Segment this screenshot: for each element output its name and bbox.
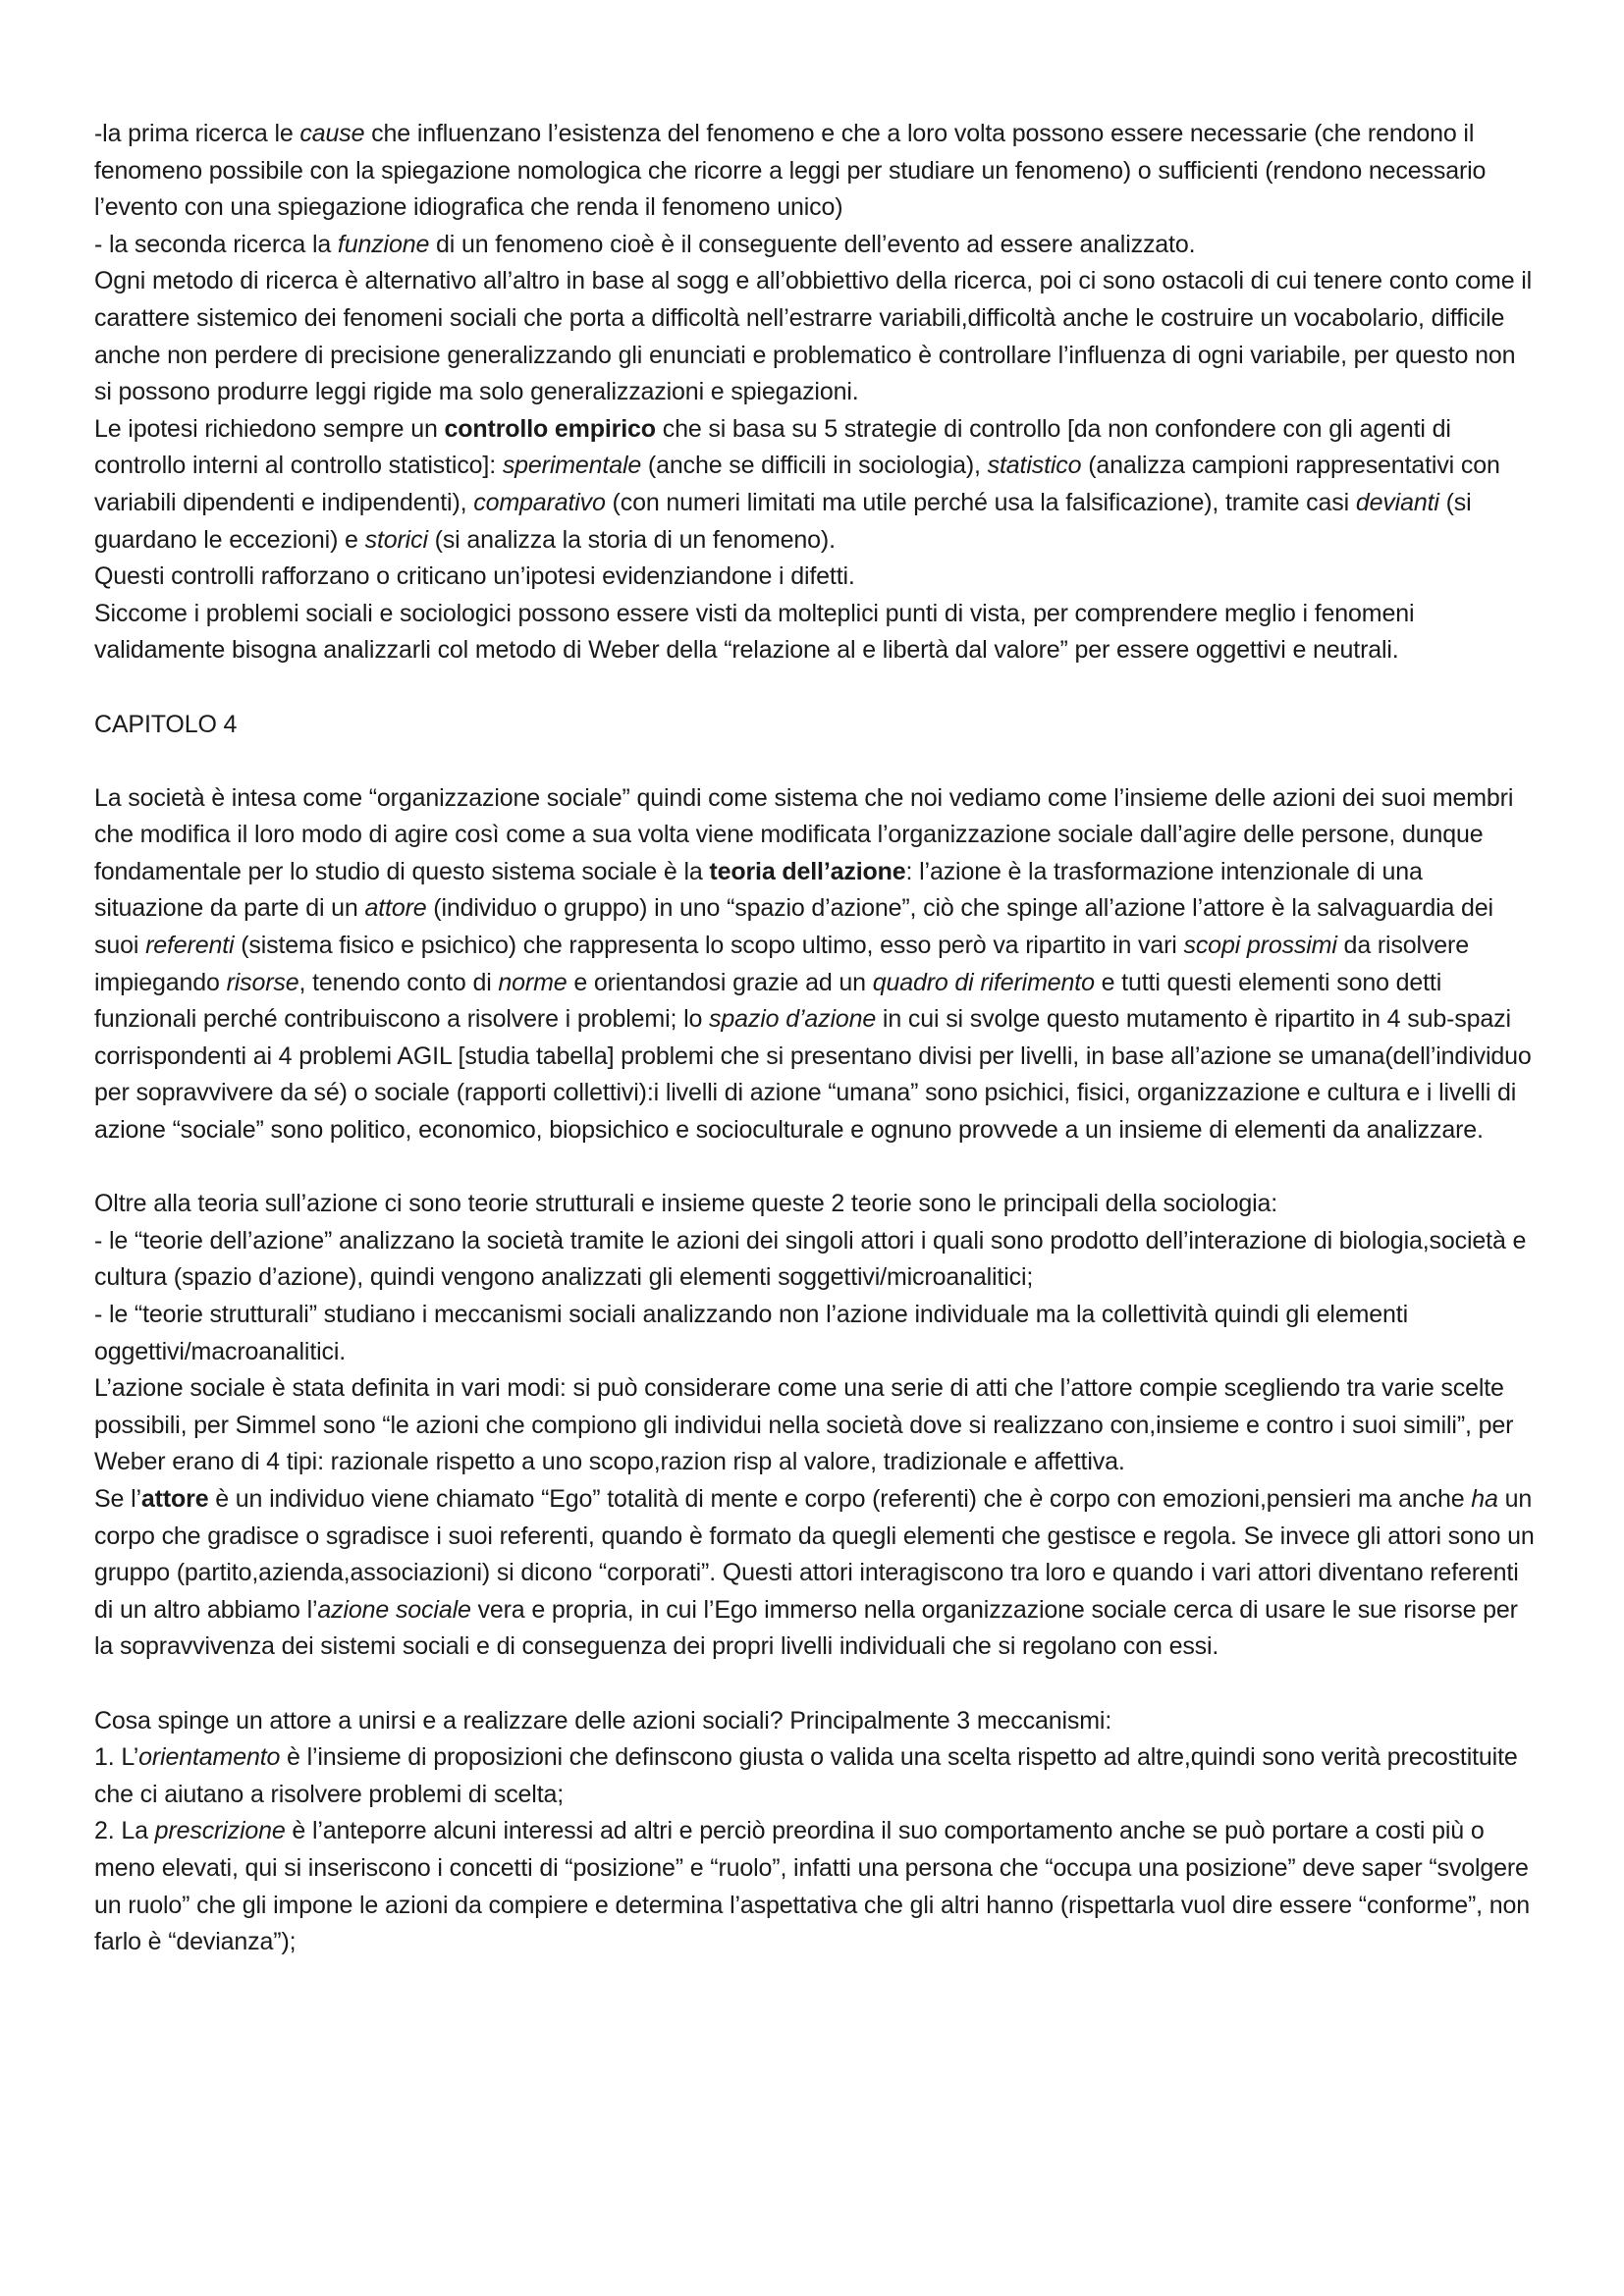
paragraph-teorie-azione: - le “teorie dell’azione” analizzano la società tramite le azioni dei singoli attori i quali sono prodotto dell’interazione di biologia,società e cultura (spazio d’azione), quindi vengono analizzati gli elementi soggettivi/microanalitici; bbox=[94, 1226, 1527, 1292]
document-page bbox=[94, 116, 1538, 1961]
paragraph-cosa-spinge: Cosa spinge un attore a unirsi e a realizzare delle azioni sociali? Principalmente 3 meccanismi: bbox=[94, 1706, 1112, 1735]
paragraph-metodo: Ogni metodo di ricerca è alternativo all’altro in base al sogg e all’obbiettivo della ricerca, poi ci sono ostacoli di cui tenere conto come il carattere sistemico dei fenomeni sociali che porta a difficoltà nell’estrarre variabili,difficoltà anche le costruire un vocabolario, difficile anche non perdere di precisione generalizzando gli enunciati e problematico è controllare l’influenza di ogni variabile, per questo non si possono produrre leggi rigide ma solo generalizzazioni e spiegazioni. bbox=[94, 267, 1533, 406]
paragraph-societa: La società è intesa come “organizzazione sociale” quindi come sistema che noi vediamo come l’insieme delle azioni dei suoi membri che modifica il loro modo di agire così come a sua volta viene modificata l’organizzazione sociale dall’agire delle persone, dunque fondamentale per lo studio di questo sistema sociale è la teoria dell’azione: l’azione è la trasformazione intenzionale di una situazione da parte di un attore (individuo o gruppo) in uno “spazio d’azione”, ciò che spinge all’azione l’attore è la salvaguardia dei suoi referenti (sistema fisico e psichico) che rappresenta lo scopo ultimo, esso però va ripartito in vari scopi prossimi da risolvere impiegando risorse, tenendo conto di norme e orientandosi grazie ad un quadro di riferimento e tutti questi elementi sono detti funzionali perché contribuiscono a risolvere i problemi; lo spazio d’azione in cui si svolge questo mutamento è ripartito in 4 sub-spazi corrispondenti ai 4 problemi AGIL [studia tabella] problemi che si presentano divisi per livelli, in base all’azione se umana(dell’individuo per sopravvivere da sé) o sociale (rapporti collettivi):i livelli di azione “umana” sono psichici, fisici, organizzazione e cultura e i livelli di azione “sociale” sono politico, economico, biopsichico e socioculturale e ognuno provvede a un insieme di elementi da analizzare. bbox=[94, 783, 1532, 1145]
spacer bbox=[94, 1666, 1538, 1703]
list-item-orientamento: 1. L’orientamento è l’insieme di proposizioni che definscono giusta o valida una scelta rispetto ad altre,quindi sono verità precostituite che ci aiutano a risolvere problemi di scelta; bbox=[94, 1743, 1518, 1808]
paragraph-funzione: - la seconda ricerca la funzione di un fenomeno cioè è il conseguente dell’evento ad essere analizzato. bbox=[94, 230, 1196, 258]
spacer bbox=[94, 1149, 1538, 1187]
paragraph-teorie-strutturali: - le “teorie strutturali” studiano i meccanismi sociali analizzando non l’azione individuale ma la collettività quindi gli elementi oggettivi/macroanalitici. bbox=[94, 1301, 1408, 1365]
paragraph-oltre: Oltre alla teoria sull’azione ci sono teorie strutturali e insieme queste 2 teorie sono le principali della sociologia: bbox=[94, 1190, 1278, 1218]
paragraph-cause: -la prima ricerca le cause che influenzano l’esistenza del fenomeno e che a loro volta possono essere necessarie (che rendono il fenomeno possibile con la spiegazione nomologica che ricorre a leggi per studiare un fenomeno) o sufficienti (rendono necessario l’evento con una spiegazione idiografica che renda il fenomeno unico) bbox=[94, 120, 1487, 222]
spacer bbox=[94, 743, 1538, 780]
paragraph-weber: Siccome i problemi sociali e sociologici possono essere visti da molteplici punti di vista, per comprendere meglio i fenomeni validamente bisogna analizzarli col metodo di Weber della “relazione al e libertà dal valore” per essere oggettivi e neutrali. bbox=[94, 599, 1415, 665]
chapter-heading: CAPITOLO 4 bbox=[94, 710, 238, 738]
paragraph-rafforzano: Questi controlli rafforzano o criticano un’ipotesi evidenziandone i difetti. bbox=[94, 562, 855, 591]
paragraph-ego: Se l’attore è un individuo viene chiamato “Ego” totalità di mente e corpo (referenti) che è corpo con emozioni,pensieri ma anche ha un corpo che gradisce o sgradisce i suoi referenti, quando è formato da quegli elementi che gestisce e regola. Se invece gli attori sono un gruppo (partito,azienda,associazioni) si dicono “corporati”. Questi attori interagiscono tra loro e quando i vari attori diventano referenti di un altro abbiamo l’azione sociale vera e propria, in cui l’Ego immerso nella organizzazione sociale cerca di usare le sue risorse per la sopravvivenza dei sistemi sociali e di conseguenza dei propri livelli individuali che si regolano con essi. bbox=[94, 1484, 1535, 1661]
list-item-prescrizione: 2. La prescrizione è l’anteporre alcuni interessi ad altri e perciò preordina il suo comportamento anche se può portare a costi più o meno elevati, qui si inseriscono i concetti di “posizione” e “ruolo”, infatti una persona che “occupa una posizione” deve saper “svolgere un ruolo” che gli impone le azioni da compiere e determina l’aspettativa che gli altri hanno (rispettarla vuol dire essere “conforme”, non farlo è “devianza”); bbox=[94, 1817, 1531, 1956]
spacer bbox=[94, 669, 1538, 707]
paragraph-azione-sociale: L’azione sociale è stata definita in vari modi: si può considerare come una serie di atti che l’attore compie scegliendo tra varie scelte possibili, per Simmel sono “le azioni che compiono gli individui nella società dove si realizzano con,insieme e contro i suoi simili”, per Weber erano di 4 tipi: razionale rispetto a uno scopo,razion risp al valore, tradizionale e affettiva. bbox=[94, 1374, 1514, 1476]
paragraph-controllo-empirico: Le ipotesi richiedono sempre un controllo empirico che si basa su 5 strategie di controllo [da non confondere con gli agenti di controllo interni al controllo statistico]: sperimentale (anche se difficili in sociologia), statistico (analizza campioni rappresentativi con variabili dipendenti e indipendenti), comparativo (con numeri limitati ma utile perché usa la falsificazione), tramite casi devianti (si guardano le eccezioni) e storici (si analizza la storia di un fenomeno). bbox=[94, 414, 1500, 554]
